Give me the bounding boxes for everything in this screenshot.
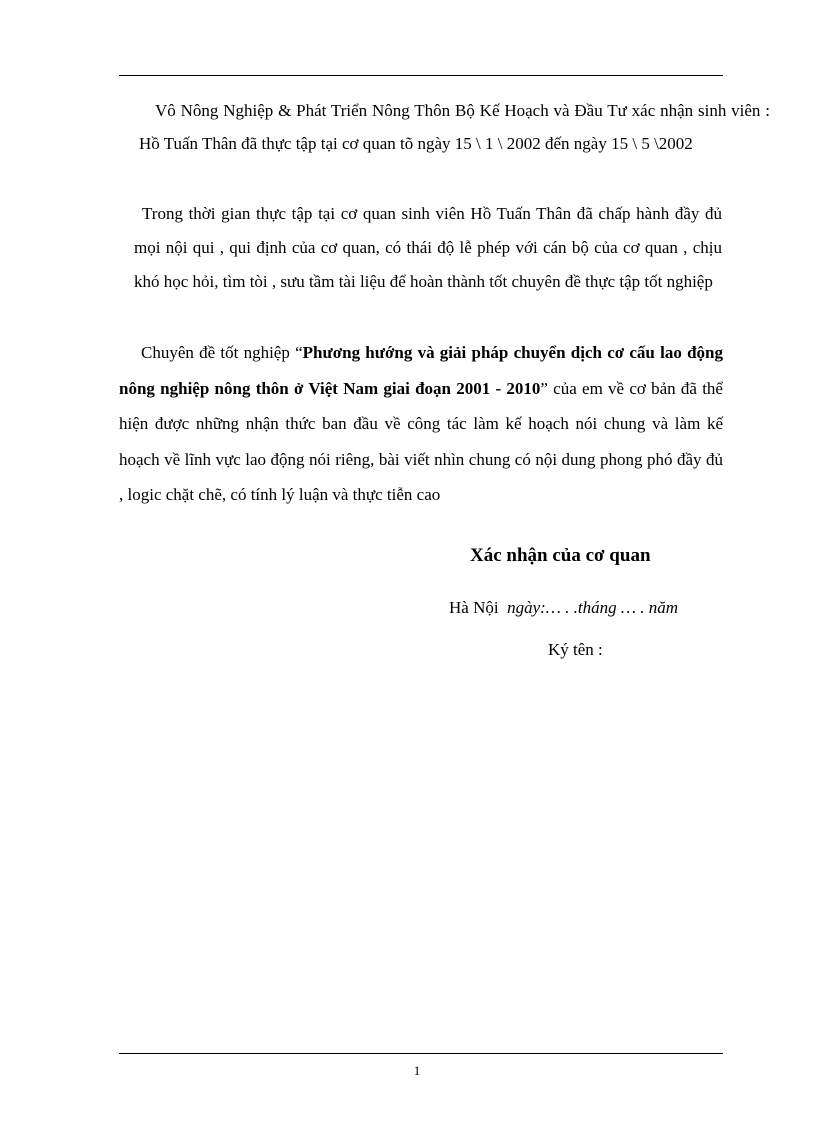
- signature-label: Ký tên :: [548, 640, 603, 659]
- paragraph-internship-conduct: Trong thời gian thực tập tại cơ quan sinh viên Hồ Tuấn Thân đã chấp hành đầy đủ mọi nội qui , qui định của cơ quan, có thái độ lễ phép với cán bộ của cơ quan , chịu khó học hỏi, tìm tòi , sưu tầm tài liệu để hoàn thành tốt chuyên đề thực tập tốt nghiệp: [134, 204, 722, 291]
- thesis-title: Phương hướng và giải pháp chuyển dịch cơ cấu lao động nông nghiệp nông thôn ở Việt Nam giai đoạn 2001 - 2010: [119, 343, 723, 398]
- page-number: 1: [413, 1063, 421, 1078]
- header-rule: [119, 75, 723, 76]
- footer-rule: [119, 1053, 723, 1054]
- paragraph-confirmation-intro: Vô Nông Nghiệp & Phát Triển Nông Thôn Bộ Kế Hoạch và Đầu Tư xác nhận sinh viên : Hồ Tuấn Thân đã thực tập tại cơ quan tõ ngày 15 \ 1 \ 2002 đến ngày 15 \ 5 \2002: [139, 101, 770, 153]
- confirmation-title: Xác nhận của cơ quan: [470, 545, 651, 566]
- date-place: Hà Nội: [449, 598, 499, 617]
- paragraph-thesis-evaluation: [119, 335, 723, 513]
- date-line: [449, 598, 678, 618]
- date-template: ngày:… . .tháng … . năm: [507, 598, 679, 617]
- thesis-lead-text: Chuyên đề tốt nghiệp “: [141, 343, 303, 362]
- thesis-evaluation-text: ” của em về cơ bản đã thể hiện được những nhận thức ban đầu về công tác làm kế hoạch nói chung và làm kế hoạch về lĩnh vực lao động nói riêng, bài viết nhìn chung có nội dung phong phó đầy đủ , logic chặt chẽ, có tính lý luận và thực tiễn cao: [119, 378, 723, 504]
